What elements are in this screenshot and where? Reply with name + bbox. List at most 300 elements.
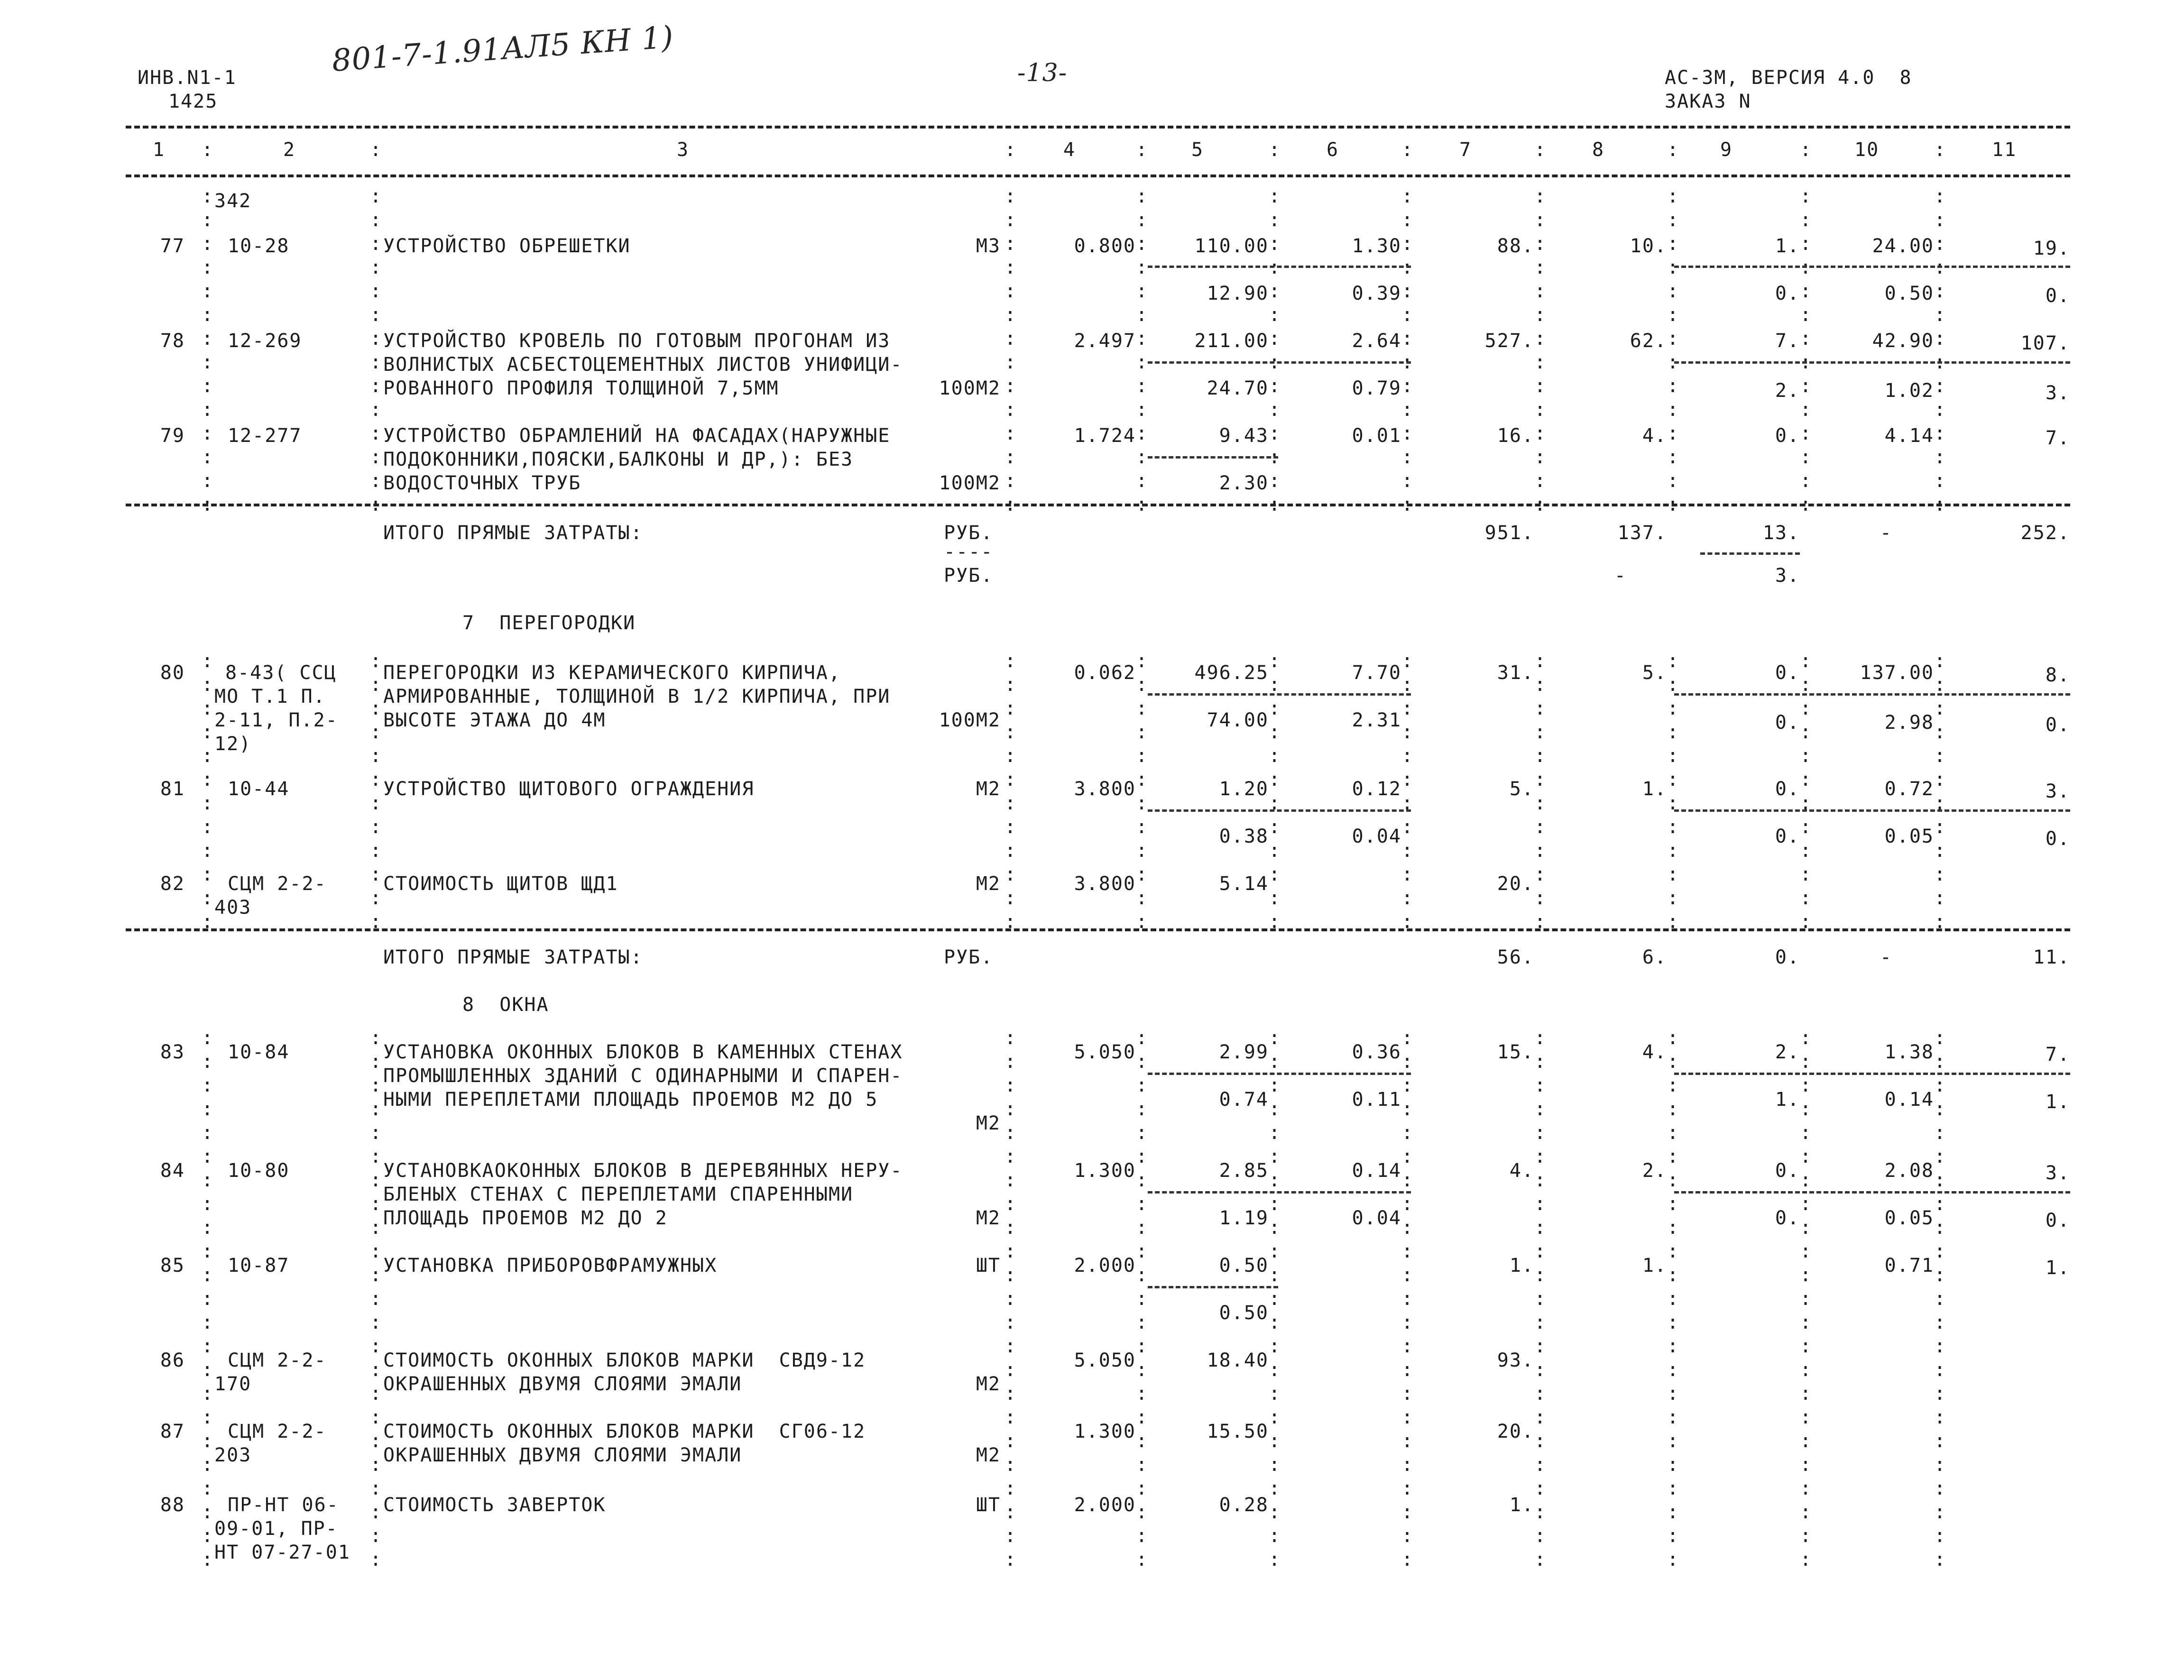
cell-c6: 0.01 xyxy=(1352,425,1401,447)
cell-c11: 8. xyxy=(2045,664,2070,686)
cell-c6b: 2.31 xyxy=(1352,709,1401,731)
column-separator: : xyxy=(1004,1288,1016,1310)
column-separator: : xyxy=(370,1264,382,1286)
column-separator: : xyxy=(1401,470,1413,492)
column-separator: : xyxy=(370,1335,382,1357)
column-separator: : xyxy=(1934,1169,1946,1191)
cell-c11b: 0. xyxy=(2045,1210,2070,1231)
cell-c5: 0.50 xyxy=(1219,1255,1269,1276)
column-separator: : xyxy=(1667,494,1679,515)
column-separator: : xyxy=(1136,650,1148,672)
column-separator: : xyxy=(1534,863,1546,885)
column-separator: : xyxy=(1136,328,1148,349)
column-separator: : xyxy=(1800,1193,1812,1215)
sub-rule xyxy=(1148,1191,1411,1193)
cell-c6b: 0.04 xyxy=(1352,1207,1401,1229)
column-separator: : xyxy=(1534,1501,1546,1523)
column-separator: : xyxy=(1534,721,1546,743)
column-separator: : xyxy=(1401,1146,1413,1167)
column-separator: : xyxy=(1534,1169,1546,1191)
row-description-line1: СТОИМОСТЬ ОКОННЫХ БЛОКОВ МАРКИ СГ06-12 xyxy=(383,1421,866,1442)
cell-c10: 2.08 xyxy=(1884,1160,1934,1182)
column-separator: : xyxy=(1269,792,1281,814)
column-separator: : xyxy=(1534,1312,1546,1333)
cell-c10: 137.00 xyxy=(1860,662,1934,684)
column-separator: : xyxy=(1534,745,1546,767)
row-code-line1: 8-43( ССЦ xyxy=(225,662,337,684)
column-separator: : xyxy=(1667,650,1679,672)
column-separator: : xyxy=(202,1217,213,1239)
column-separator: : xyxy=(1934,1383,1946,1405)
sub-rule xyxy=(1148,456,1278,459)
column-separator: : xyxy=(1004,1240,1016,1262)
cell-c10b: 0.50 xyxy=(1884,283,1934,304)
col-sep: : xyxy=(370,139,382,161)
column-separator: : xyxy=(1401,792,1413,814)
column-separator: : xyxy=(1004,185,1016,207)
column-separator: : xyxy=(1004,1501,1016,1523)
column-separator: : xyxy=(1534,1549,1546,1570)
column-separator: : xyxy=(1136,1169,1148,1191)
cell-c7: 1. xyxy=(1509,1255,1534,1276)
column-separator: : xyxy=(370,1312,382,1333)
inventory-number: 1425 xyxy=(168,91,218,112)
column-separator: : xyxy=(1269,446,1281,468)
column-separator: : xyxy=(1004,304,1016,326)
sub-rule xyxy=(1148,266,1411,268)
column-separator: : xyxy=(1667,1549,1679,1570)
column-separator: : xyxy=(1004,745,1016,767)
column-separator: : xyxy=(1269,1454,1281,1476)
cell-c10b: 1.02 xyxy=(1884,380,1934,402)
row-number: 77 xyxy=(160,235,185,257)
column-separator: : xyxy=(202,1406,213,1428)
sub-rule xyxy=(1148,809,1411,812)
row-description: СТОИМОСТЬ ЩИТОВ ЩД1 xyxy=(383,873,618,895)
column-separator: : xyxy=(1136,1454,1148,1476)
column-separator: : xyxy=(1269,1430,1281,1452)
column-separator: : xyxy=(370,1240,382,1262)
section-rule xyxy=(126,504,2070,506)
column-separator: : xyxy=(370,1169,382,1191)
column-separator: : xyxy=(1934,233,1946,255)
header-rule xyxy=(126,174,2070,177)
cell-c11: 3. xyxy=(2045,1162,2070,1184)
column-separator: : xyxy=(1534,1098,1546,1120)
cell-c8: 2. xyxy=(1642,1160,1667,1182)
column-separator: : xyxy=(1934,1098,1946,1120)
column-separator: : xyxy=(1800,494,1812,515)
column-separator: : xyxy=(1136,422,1148,444)
column-separator: : xyxy=(1934,816,1946,838)
column-separator: : xyxy=(1934,470,1946,492)
column-separator: : xyxy=(1534,422,1546,444)
column-separator: : xyxy=(1269,863,1281,885)
column-separator: : xyxy=(1667,1146,1679,1167)
row-code-line2: 09-01, ПР- xyxy=(214,1518,338,1540)
column-separator: : xyxy=(202,1027,213,1049)
section-rule xyxy=(126,928,2070,931)
column-separator: : xyxy=(1004,721,1016,743)
column-separator: : xyxy=(1934,1122,1946,1144)
column-separator: : xyxy=(1534,209,1546,231)
column-separator: : xyxy=(1004,769,1016,790)
row-code: 10-87 xyxy=(228,1255,290,1276)
column-separator: : xyxy=(1800,887,1812,909)
cell-c8: 4. xyxy=(1642,425,1667,447)
column-separator: : xyxy=(1534,674,1546,696)
column-separator: : xyxy=(1934,1478,1946,1499)
sub-rule xyxy=(1700,552,1800,555)
row-code-line1: СЦМ 2-2- xyxy=(228,873,327,895)
column-separator: : xyxy=(1401,840,1413,862)
column-separator: : xyxy=(370,1359,382,1381)
sub-rule xyxy=(1674,361,2070,364)
column-separator: : xyxy=(1534,446,1546,468)
cell-c4: 3.800 xyxy=(1074,873,1136,895)
cell-c6b: 0.39 xyxy=(1352,283,1401,304)
column-separator: : xyxy=(202,698,213,719)
column-separator: : xyxy=(1269,470,1281,492)
column-separator: : xyxy=(370,351,382,373)
column-separator: : xyxy=(1401,1217,1413,1239)
col-sep: : xyxy=(1800,139,1812,161)
column-separator: : xyxy=(1934,209,1946,231)
column-separator: : xyxy=(1667,1383,1679,1405)
column-separator: : xyxy=(1136,1525,1148,1547)
column-separator: : xyxy=(1934,1146,1946,1167)
cell-c7: 4. xyxy=(1509,1160,1534,1182)
column-separator: : xyxy=(1269,233,1281,255)
column-separator: : xyxy=(370,494,382,515)
column-separator: : xyxy=(202,1478,213,1499)
column-separator: : xyxy=(1934,1525,1946,1547)
row-code: 10-44 xyxy=(228,778,290,800)
column-separator: : xyxy=(1534,887,1546,909)
column-separator: : xyxy=(1934,1501,1946,1523)
column-separator: : xyxy=(1534,769,1546,790)
column-separator: : xyxy=(202,1430,213,1452)
cell-c4: 1.300 xyxy=(1074,1160,1136,1182)
column-separator: : xyxy=(1667,1122,1679,1144)
row-number: 83 xyxy=(160,1041,185,1063)
column-separator: : xyxy=(1534,911,1546,933)
total-unit: РУБ. xyxy=(944,522,994,544)
column-separator: : xyxy=(370,1383,382,1405)
column-separator: : xyxy=(202,840,213,862)
column-separator: : xyxy=(1401,1478,1413,1499)
column-separator: : xyxy=(1004,1312,1016,1333)
column-separator: : xyxy=(202,1335,213,1357)
col-header-9: 9 xyxy=(1720,139,1733,161)
column-separator: : xyxy=(1800,1454,1812,1476)
column-separator: : xyxy=(1401,280,1413,302)
column-separator: : xyxy=(1401,257,1413,278)
column-separator: : xyxy=(1004,674,1016,696)
row-code: 10-28 xyxy=(228,235,290,257)
column-separator: : xyxy=(1667,1406,1679,1428)
column-separator: : xyxy=(1004,494,1016,515)
column-separator: : xyxy=(1534,792,1546,814)
column-separator: : xyxy=(1401,422,1413,444)
total-c7: 56. xyxy=(1497,946,1534,968)
column-separator: : xyxy=(1667,698,1679,719)
column-separator: : xyxy=(1934,840,1946,862)
cell-c4: 2.497 xyxy=(1074,330,1136,352)
cell-c7: 88. xyxy=(1497,235,1534,257)
row-code: 12-277 xyxy=(228,425,302,447)
column-separator: : xyxy=(1401,887,1413,909)
cell-c5: 15.50 xyxy=(1207,1421,1269,1442)
cell-c10: 4.14 xyxy=(1884,425,1934,447)
col-header-3: 3 xyxy=(676,139,690,161)
cell-c7: 20. xyxy=(1497,1421,1534,1442)
column-separator: : xyxy=(1004,1169,1016,1191)
column-separator: : xyxy=(202,1193,213,1215)
column-separator: : xyxy=(1934,1217,1946,1239)
column-separator: : xyxy=(1534,650,1546,672)
column-separator: : xyxy=(1534,1383,1546,1405)
column-separator: : xyxy=(1269,1169,1281,1191)
column-separator: : xyxy=(1534,1454,1546,1476)
column-separator: : xyxy=(1004,1098,1016,1120)
column-separator: : xyxy=(1934,185,1946,207)
column-separator: : xyxy=(1004,1430,1016,1452)
column-separator: : xyxy=(1534,494,1546,515)
total-c9: 13. xyxy=(1762,522,1800,544)
cell-c6: 0.12 xyxy=(1352,778,1401,800)
column-separator: : xyxy=(1136,1074,1148,1096)
column-separator: : xyxy=(1401,1454,1413,1476)
column-separator: : xyxy=(370,674,382,696)
column-separator: : xyxy=(1004,470,1016,492)
column-separator: : xyxy=(1136,375,1148,397)
cell-c6b: 0.11 xyxy=(1352,1089,1401,1111)
column-separator: : xyxy=(1667,1240,1679,1262)
column-separator: : xyxy=(202,1122,213,1144)
col-header-7: 7 xyxy=(1459,139,1472,161)
column-separator: : xyxy=(1667,1430,1679,1452)
column-separator: : xyxy=(1667,1478,1679,1499)
column-separator: : xyxy=(1136,1430,1148,1452)
column-separator: : xyxy=(1136,280,1148,302)
column-separator: : xyxy=(1269,1478,1281,1499)
row-unit: ШТ xyxy=(976,1255,1001,1276)
column-separator: : xyxy=(1934,399,1946,421)
cell-c9: 0. xyxy=(1775,425,1800,447)
column-separator: : xyxy=(1934,887,1946,909)
column-separator: : xyxy=(1136,1335,1148,1357)
column-separator: : xyxy=(1934,280,1946,302)
row-description-line1: УСТАНОВКАОКОННЫХ БЛОКОВ В ДЕРЕВЯННЫХ НЕРУ- xyxy=(383,1160,903,1182)
col-sep: : xyxy=(202,139,213,161)
total-c11: 252. xyxy=(2020,522,2070,544)
column-separator: : xyxy=(202,1359,213,1381)
column-separator: : xyxy=(1136,911,1148,933)
column-separator: : xyxy=(1800,863,1812,885)
column-separator: : xyxy=(1136,1240,1148,1262)
row-description-line2: АРМИРОВАННЫЕ, ТОЛЩИНОЙ В 1/2 КИРПИЧА, ПРИ xyxy=(383,686,891,707)
column-separator: : xyxy=(1269,1264,1281,1286)
column-separator: : xyxy=(1004,399,1016,421)
column-separator: : xyxy=(1269,304,1281,326)
column-separator: : xyxy=(1401,351,1413,373)
column-separator: : xyxy=(202,375,213,397)
column-separator: : xyxy=(1667,1525,1679,1547)
cell-c8: 4. xyxy=(1642,1041,1667,1063)
column-separator: : xyxy=(1269,721,1281,743)
column-separator: : xyxy=(1269,1146,1281,1167)
cell-c11b: 3. xyxy=(2045,382,2070,404)
row-unit: М2 xyxy=(976,1373,1001,1395)
column-separator: : xyxy=(1136,1359,1148,1381)
column-separator: : xyxy=(1401,1359,1413,1381)
column-separator: : xyxy=(1269,1525,1281,1547)
column-separator: : xyxy=(370,280,382,302)
column-separator: : xyxy=(1667,257,1679,278)
cell-c9: 2. xyxy=(1775,1041,1800,1063)
column-separator: : xyxy=(1401,721,1413,743)
column-separator: : xyxy=(1800,1074,1812,1096)
row-description-line2: ВОЛНИСТЫХ АСБЕСТОЦЕМЕНТНЫХ ЛИСТОВ УНИФИЦИ- xyxy=(383,354,903,376)
column-separator: : xyxy=(1534,328,1546,349)
row-number: 78 xyxy=(160,330,185,352)
row-description-line3: РОВАННОГО ПРОФИЛЯ ТОЛЩИНОЙ 7,5ММ xyxy=(383,377,779,399)
sub-rule xyxy=(1148,693,1411,696)
cell-c11: 7. xyxy=(2045,427,2070,449)
cell-c5b: 2.30 xyxy=(1219,472,1269,494)
column-separator: : xyxy=(1667,1169,1679,1191)
column-separator: : xyxy=(1800,1478,1812,1499)
row-number: 87 xyxy=(160,1421,185,1442)
cell-c5: 2.85 xyxy=(1219,1160,1269,1182)
column-separator: : xyxy=(1269,1406,1281,1428)
column-separator: : xyxy=(1401,769,1413,790)
cell-c7: 16. xyxy=(1497,425,1534,447)
column-separator: : xyxy=(1934,1430,1946,1452)
col-sep: : xyxy=(1534,139,1546,161)
column-separator: : xyxy=(1269,840,1281,862)
row-code: 10-84 xyxy=(228,1041,290,1063)
sub-rule xyxy=(1674,1191,2070,1193)
column-separator: : xyxy=(370,233,382,255)
column-separator: : xyxy=(1136,721,1148,743)
column-separator: : xyxy=(1136,1549,1148,1570)
column-separator: : xyxy=(1269,1501,1281,1523)
column-separator: : xyxy=(1934,745,1946,767)
column-separator: : xyxy=(1401,328,1413,349)
column-separator: : xyxy=(1534,185,1546,207)
column-separator: : xyxy=(1004,257,1016,278)
column-separator: : xyxy=(1667,304,1679,326)
column-separator: : xyxy=(1534,1406,1546,1428)
column-separator: : xyxy=(1800,1312,1812,1333)
column-separator: : xyxy=(1534,304,1546,326)
column-separator: : xyxy=(1401,1335,1413,1357)
column-separator: : xyxy=(370,1430,382,1452)
cell-c4: 1.724 xyxy=(1074,425,1136,447)
cell-c8: 10. xyxy=(1630,235,1667,257)
cell-c4: 0.062 xyxy=(1074,662,1136,684)
column-separator: : xyxy=(1934,446,1946,468)
sub-rule xyxy=(1148,361,1411,364)
column-separator: : xyxy=(1004,840,1016,862)
col-sep: : xyxy=(1269,139,1281,161)
row-unit: М3 xyxy=(976,235,1001,257)
column-separator: : xyxy=(370,1217,382,1239)
row-code-line3: НТ 07-27-01 xyxy=(214,1542,350,1563)
column-separator: : xyxy=(1136,494,1148,515)
row-unit: 100М2 xyxy=(939,472,1001,494)
column-separator: : xyxy=(1004,328,1016,349)
cell-c5: 2.99 xyxy=(1219,1041,1269,1063)
column-separator: : xyxy=(1401,233,1413,255)
row-description-line3: ПЛОЩАДЬ ПРОЕМОВ М2 ДО 2 xyxy=(383,1207,668,1229)
column-separator: : xyxy=(370,1146,382,1167)
column-separator: : xyxy=(1136,863,1148,885)
column-separator: : xyxy=(1269,1288,1281,1310)
row-code-line2: МО Т.1 П. xyxy=(214,686,326,707)
column-separator: : xyxy=(1004,375,1016,397)
column-separator: : xyxy=(370,911,382,933)
column-separator: : xyxy=(202,1312,213,1333)
cell-c5: 496.25 xyxy=(1194,662,1269,684)
column-separator: : xyxy=(202,1074,213,1096)
total-c10: - xyxy=(1880,522,1892,544)
col-sep: : xyxy=(1401,139,1413,161)
row-code: 12-269 xyxy=(228,330,302,352)
column-separator: : xyxy=(1269,1122,1281,1144)
column-separator: : xyxy=(1004,1383,1016,1405)
column-separator: : xyxy=(1667,1217,1679,1239)
column-separator: : xyxy=(1401,674,1413,696)
cell-c10: 0.72 xyxy=(1884,778,1934,800)
column-separator: : xyxy=(1800,1430,1812,1452)
cell-c6: 7.70 xyxy=(1352,662,1401,684)
column-separator: : xyxy=(1534,1074,1546,1096)
handwritten-note: 801-7-1.91АЛ5 КН 1) xyxy=(331,19,675,79)
column-separator: : xyxy=(1667,280,1679,302)
column-separator: : xyxy=(1004,1193,1016,1215)
total-c9: 0. xyxy=(1775,946,1800,968)
column-separator: : xyxy=(1934,674,1946,696)
column-separator: : xyxy=(202,446,213,468)
column-separator: : xyxy=(1667,1264,1679,1286)
total-c8b: - xyxy=(1614,565,1627,587)
column-separator: : xyxy=(1800,328,1812,349)
column-separator: : xyxy=(370,721,382,743)
cell-c5: 110.00 xyxy=(1194,235,1269,257)
column-separator: : xyxy=(1800,185,1812,207)
column-separator: : xyxy=(1401,698,1413,719)
column-separator: : xyxy=(1534,1525,1546,1547)
row-number: 86 xyxy=(160,1350,185,1371)
column-separator: : xyxy=(1136,887,1148,909)
cell-c4: 1.300 xyxy=(1074,1421,1136,1442)
column-separator: : xyxy=(202,1146,213,1167)
column-separator: : xyxy=(1667,422,1679,444)
column-separator: : xyxy=(370,1074,382,1096)
column-separator: : xyxy=(1401,304,1413,326)
cell-c10b: 2.98 xyxy=(1884,712,1934,734)
column-separator: : xyxy=(202,650,213,672)
row-code-line3: 2-11, П.2- xyxy=(214,709,338,731)
column-separator: : xyxy=(1136,698,1148,719)
row-description-line2: ПРОМЫШЛЕННЫХ ЗДАНИЙ С ОДИНАРНЫМИ И СПАРЕН- xyxy=(383,1065,903,1087)
column-separator: : xyxy=(1667,375,1679,397)
column-separator: : xyxy=(1667,911,1679,933)
column-separator: : xyxy=(370,1406,382,1428)
